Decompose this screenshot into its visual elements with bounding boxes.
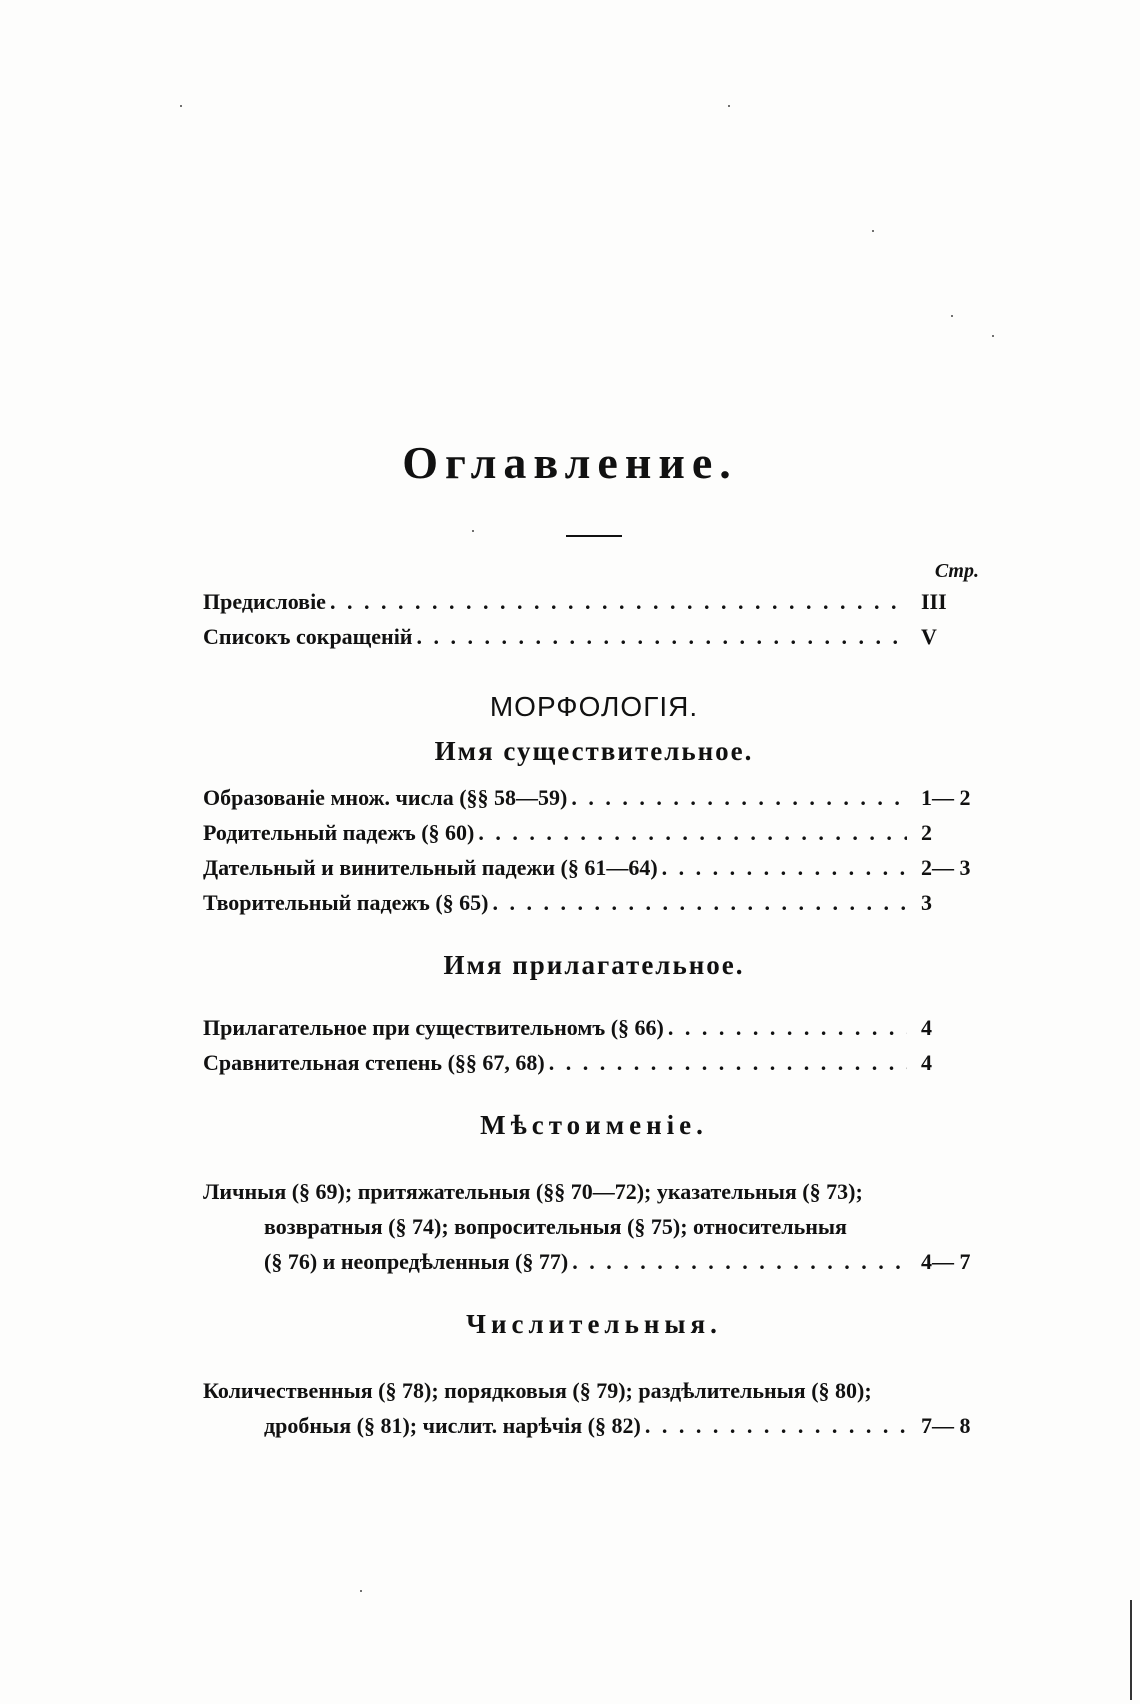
page-title: Оглавление. [402, 437, 738, 488]
page-column-label: Стр. [934, 560, 979, 582]
toc-entry-page: 4 [921, 1050, 932, 1075]
toc-entry [203, 619, 985, 654]
toc-entry-label: Списокъ сокращеній [203, 624, 413, 649]
scan-speck [951, 315, 953, 317]
dot-leader [571, 780, 907, 815]
dot-leader [478, 815, 907, 850]
toc-entry-label: дробныя (§ 81); числит. нарѣчія (§ 82) [264, 1413, 641, 1438]
toc-entry [203, 1244, 985, 1279]
dot-leader [330, 584, 905, 619]
section-heading: Мѣстоименіе. [480, 1110, 708, 1140]
dot-leader [645, 1408, 907, 1443]
toc-entry-page: 4— 7 [921, 1249, 971, 1274]
toc-entry-line: возвратныя (§ 74); вопросительныя (§ 75); относительныя [264, 1214, 847, 1239]
section-heading: Имя прилагательное. [443, 950, 745, 980]
toc-entry [203, 1408, 985, 1443]
scan-speck [472, 530, 474, 532]
toc-entry-page: III [921, 589, 947, 614]
toc-entry-label: Творительный падежъ (§ 65) [203, 890, 489, 915]
toc-entry-label: Сравнительная степень (§§ 67, 68) [203, 1050, 545, 1075]
dot-leader [549, 1045, 907, 1080]
dot-leader [668, 1010, 907, 1045]
toc-entry-page: V [921, 624, 937, 649]
toc-entry-label: Образованіе множ. числа (§§ 58—59) [203, 785, 568, 810]
toc-entry-label: (§ 76) и неопредѣленныя (§ 77) [264, 1249, 569, 1274]
toc-entry-line: Личныя (§ 69); притяжательныя (§§ 70—72); указательныя (§ 73); [203, 1179, 863, 1204]
scan-edge [1130, 1600, 1132, 1700]
toc-entry-page: 2 [921, 820, 932, 845]
section-heading: Имя существительное. [434, 736, 754, 766]
scan-speck [992, 335, 994, 337]
toc-entry-page: 3 [921, 890, 932, 915]
section-heading: Числительныя. [466, 1309, 722, 1339]
toc-entry [203, 850, 985, 885]
scan-speck [360, 1590, 362, 1592]
dot-leader [572, 1244, 907, 1279]
toc-entry-label: Дательный и винительный падежи (§ 61—64) [203, 855, 658, 880]
table-of-contents [203, 560, 985, 1443]
dot-leader [662, 850, 907, 885]
scan-speck [872, 230, 874, 232]
dot-leader [416, 619, 905, 654]
toc-entry [203, 584, 985, 619]
toc-entry-page: 2— 3 [921, 855, 971, 880]
toc-entry [203, 780, 985, 815]
toc-entry-label: Родительный падежъ (§ 60) [203, 820, 475, 845]
toc-entry [203, 1045, 985, 1080]
toc-entry-label: Предисловіе [203, 589, 326, 614]
toc-entry-label: Прилагательное при существительномъ (§ 66) [203, 1015, 664, 1040]
dot-leader [493, 885, 907, 920]
toc-entry [203, 815, 985, 850]
toc-entry-line: Количественныя (§ 78); порядковыя (§ 79); раздѣлительныя (§ 80); [203, 1378, 872, 1403]
part-heading: МОРФОЛОГІЯ. [489, 691, 699, 722]
toc-entry-page: 1— 2 [921, 785, 971, 810]
toc-entry [203, 885, 985, 920]
toc-entry [203, 1010, 985, 1045]
scan-speck [728, 105, 730, 107]
toc-entry-page: 7— 8 [921, 1413, 971, 1438]
title-divider [566, 535, 622, 537]
scan-speck [180, 105, 182, 107]
toc-entry-page: 4 [921, 1015, 932, 1040]
